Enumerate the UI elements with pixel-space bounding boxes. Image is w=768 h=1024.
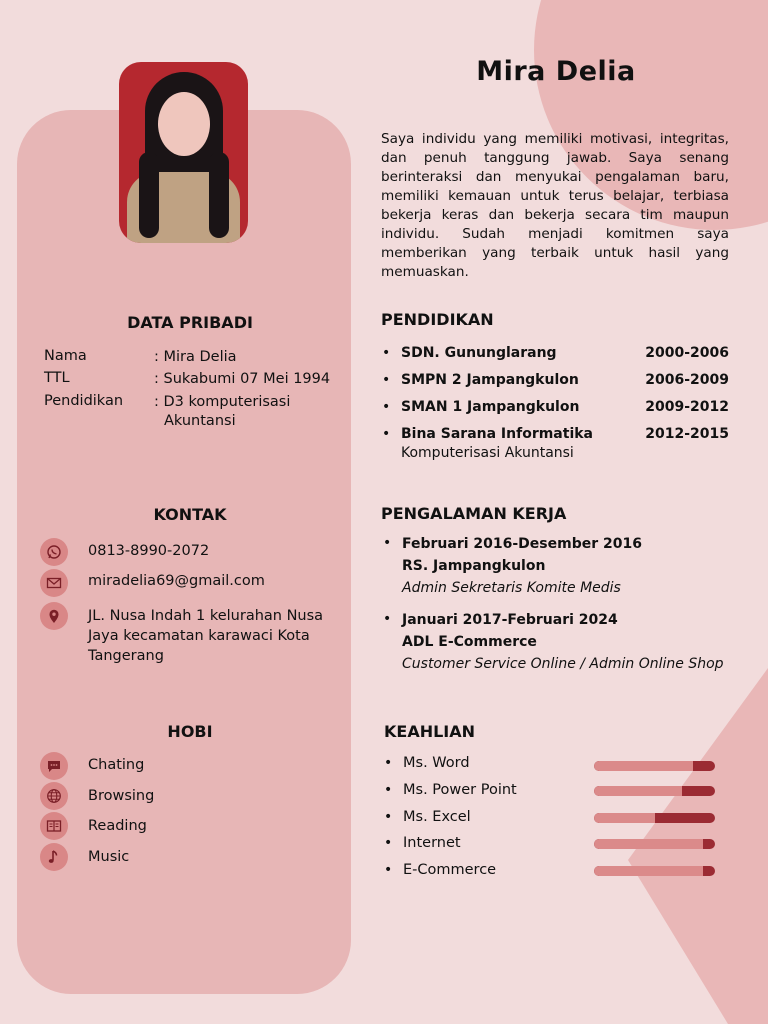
- bullet: •: [384, 755, 393, 771]
- whatsapp-icon: [40, 538, 68, 566]
- job-company: ADL E-Commerce: [402, 634, 537, 650]
- profile-photo: [119, 62, 248, 243]
- job-period: Januari 2017-Februari 2024: [402, 612, 618, 628]
- hobby-music: Music: [88, 849, 130, 865]
- mail-icon: [40, 569, 68, 597]
- education-school: SMAN 1 Jampangkulon: [401, 399, 580, 415]
- bullet: •: [382, 426, 391, 442]
- education-years: 2012-2015: [645, 426, 729, 442]
- education-school: SMPN 2 Jampangkulon: [401, 372, 579, 388]
- skill-bar: [594, 761, 715, 771]
- globe-icon: [40, 782, 68, 810]
- skill-name: Ms. Word: [403, 755, 470, 771]
- personal-value-name: : Mira Delia: [154, 349, 237, 365]
- job-item: [402, 609, 724, 675]
- personal-label-name: Nama: [44, 348, 87, 364]
- candidate-name: Mira Delia: [476, 56, 636, 87]
- education-title: PENDIDIKAN: [381, 310, 494, 329]
- personal-label-ttl: TTL: [44, 370, 70, 386]
- bullet: •: [382, 372, 391, 388]
- skills-title: KEAHLIAN: [384, 722, 476, 741]
- chat-icon: [40, 752, 68, 780]
- job-item: [402, 533, 642, 599]
- personal-label-education: Pendidikan: [44, 393, 124, 409]
- job-role: Customer Service Online / Admin Online Shop: [402, 656, 724, 672]
- contact-address: JL. Nusa Indah 1 kelurahan Nusa Jaya kecamatan karawaci Kota Tangerang: [88, 608, 324, 664]
- hobby-title: HOBI: [167, 722, 213, 741]
- location-icon: [40, 602, 68, 630]
- education-school: SDN. Gununglarang: [401, 345, 557, 361]
- education-years: 2009-2012: [645, 399, 729, 415]
- skill-bar: [594, 813, 715, 823]
- skill-bar: [594, 866, 715, 876]
- job-company: RS. Jampangkulon: [402, 558, 546, 574]
- skill-name: Ms. Power Point: [403, 782, 517, 798]
- experience-title: PENGALAMAN KERJA: [381, 504, 567, 523]
- book-icon: [40, 812, 68, 840]
- bullet: •: [384, 809, 393, 825]
- hobby-browsing: Browsing: [88, 788, 155, 804]
- bullet: •: [382, 345, 391, 361]
- skill-name: E-Commerce: [403, 862, 497, 878]
- skill-bar: [594, 839, 715, 849]
- hobby-chating: Chating: [88, 757, 145, 773]
- personal-value-education: : D3 komputerisasi: [154, 394, 291, 410]
- profile-summary: Saya individu yang memiliki motivasi, integritas, dan penuh tanggung jawab. Saya senang berinteraksi dan menyukai pengalaman baru, memiliki kemauan untuk terus belajar, terbiasa bekerja keras dan bekerja secara tim maupun individu. Sudah menjadi komitmen saya memberikan yang terbaik untuk hasil yang memuaskan.: [381, 131, 729, 280]
- education-school: Bina Sarana Informatika: [401, 426, 594, 442]
- bullet: •: [384, 782, 393, 798]
- contact-email: miradelia69@gmail.com: [88, 573, 265, 589]
- bullet: •: [383, 535, 392, 551]
- contact-title: KONTAK: [153, 505, 227, 524]
- skill-bar: [594, 786, 715, 796]
- personal-value-ttl: : Sukabumi 07 Mei 1994: [154, 371, 331, 387]
- skill-name: Ms. Excel: [403, 809, 471, 825]
- bullet: •: [384, 835, 393, 851]
- hobby-reading: Reading: [88, 818, 147, 834]
- bullet: •: [383, 611, 392, 627]
- skill-name: Internet: [403, 835, 461, 851]
- contact-phone: 0813-8990-2072: [88, 543, 210, 559]
- bullet: •: [384, 862, 393, 878]
- bullet: •: [382, 399, 391, 415]
- personal-value-education-line2: Akuntansi: [164, 413, 236, 429]
- education-years: 2006-2009: [645, 372, 729, 388]
- job-period: Februari 2016-Desember 2016: [402, 536, 642, 552]
- job-role: Admin Sekretaris Komite Medis: [402, 580, 621, 596]
- music-icon: [40, 843, 68, 871]
- education-years: 2000-2006: [645, 345, 729, 361]
- education-major: Komputerisasi Akuntansi: [401, 445, 574, 461]
- personal-data-title: DATA PRIBADI: [127, 313, 253, 332]
